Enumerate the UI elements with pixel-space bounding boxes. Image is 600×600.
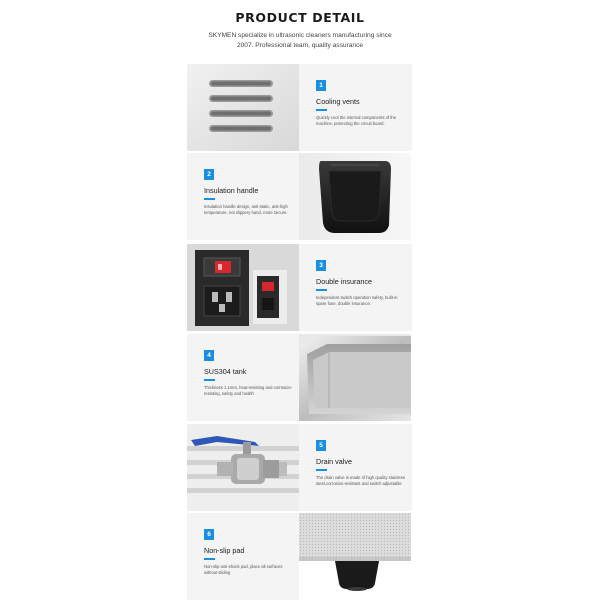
accent-line — [204, 558, 215, 560]
feature-row-drain-valve — [187, 424, 412, 511]
page-subtitle: SKYMEN specialize in ultrasonic cleaners manufacturing since 2007. Professional team, quality assurance — [208, 32, 392, 49]
feature-title: Non-slip pad — [204, 546, 245, 555]
feature-row-cooling-vents — [187, 64, 412, 151]
sus304-tank-image — [299, 334, 411, 421]
feature-number-badge: 4 — [204, 350, 214, 361]
feature-number-badge: 1 — [316, 80, 326, 91]
feature-title: Double insurance — [316, 277, 372, 286]
feature-number-badge: 3 — [316, 260, 326, 271]
accent-line — [204, 379, 215, 381]
feature-text-panel — [187, 153, 300, 240]
feature-number-badge: 6 — [204, 529, 214, 540]
feature-title: Insulation handle — [204, 186, 259, 195]
feature-number-badge: 5 — [316, 440, 326, 451]
feature-description: Insulation handle design, anti-static, anti-high temperature, not slippery hand, more secure. — [204, 204, 288, 216]
feature-title: SUS304 tank — [204, 367, 247, 376]
feature-title: Cooling vents — [316, 97, 360, 106]
accent-line — [316, 289, 327, 291]
feature-description: Non-slip anti-shock pad, place all surfaces without sliding — [204, 564, 283, 576]
feature-description: Independent switch operation safety, built-in spare fuse, double insurance. — [316, 295, 398, 307]
feature-row-non-slip-pad — [187, 513, 412, 600]
feature-row-sus304-tank — [187, 334, 412, 421]
accent-line — [316, 469, 327, 471]
feature-text-panel — [187, 513, 300, 600]
cooling-vents-image — [187, 64, 299, 151]
insulation-handle-image — [299, 153, 411, 240]
drain-valve-image — [187, 424, 299, 511]
feature-text-panel — [299, 64, 412, 151]
double-insurance-image — [187, 244, 299, 331]
accent-line — [204, 198, 215, 200]
page-title: PRODUCT DETAIL — [235, 10, 365, 25]
feature-text-panel — [299, 424, 412, 511]
feature-row-double-insurance — [187, 244, 412, 331]
feature-description: Quickly cool the internal components of the machine, protecting the circuit board. — [316, 115, 397, 127]
feature-text-panel — [187, 334, 300, 421]
feature-title: Drain valve — [316, 457, 352, 466]
feature-text-panel — [299, 244, 412, 331]
feature-description: Thickness 1.1mm, heat-resisting and corrosion-resisting, safety and health — [204, 385, 293, 397]
feature-description: The drain valve is made of high quality stainless steel,corrosion-resistant and switch adjustable — [316, 475, 405, 487]
accent-line — [316, 109, 327, 111]
feature-row-insulation-handle — [187, 153, 412, 240]
non-slip-pad-image — [299, 513, 411, 600]
feature-number-badge: 2 — [204, 169, 214, 180]
